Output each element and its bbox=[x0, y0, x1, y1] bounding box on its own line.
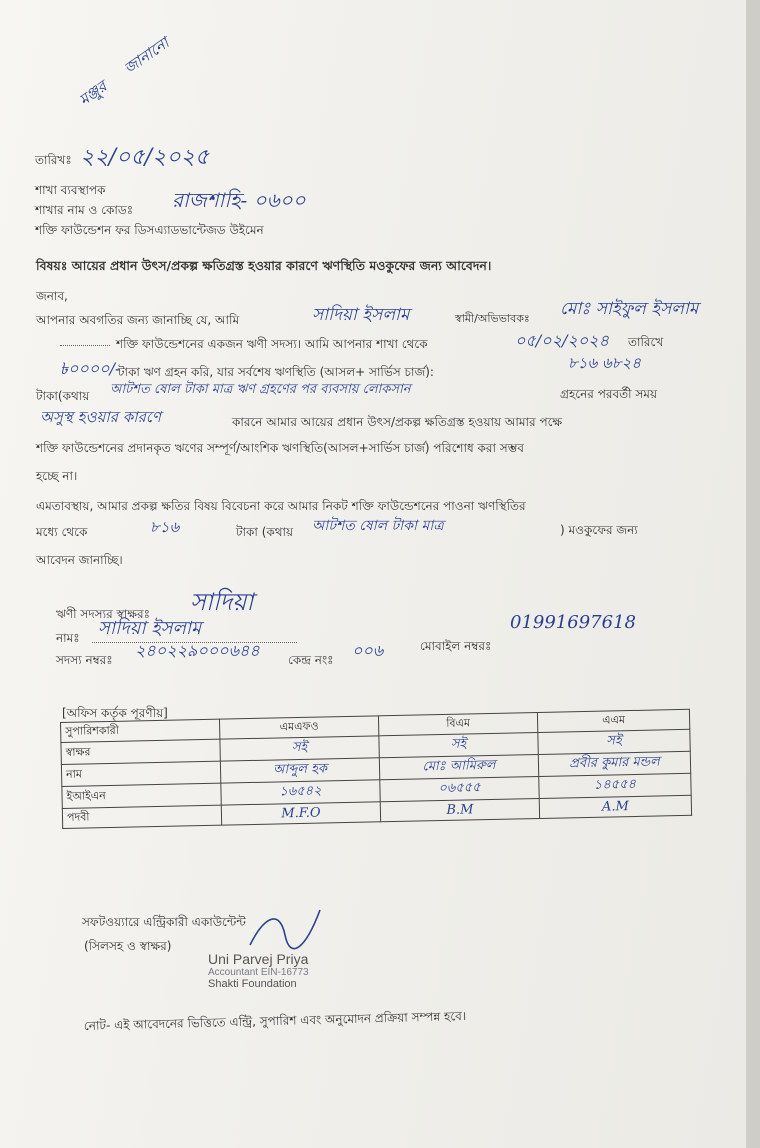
borrower-name: সাদিয়া ইসলাম bbox=[312, 305, 410, 325]
table-cell: সই bbox=[379, 732, 538, 757]
office-caption: [অফিস কর্তৃক পূরণীয়] bbox=[62, 706, 168, 720]
office-table bbox=[60, 709, 692, 829]
mobile-label: মোবাইল নম্বরঃ bbox=[420, 639, 492, 653]
center-no: ০০৬ bbox=[352, 641, 384, 660]
body-line7: হচ্ছে না। bbox=[36, 469, 78, 483]
amount-words: আটশত ষোল টাকা মাত্র ঋণ গ্রহণের পর ব্যবসায় লোকসান bbox=[110, 382, 411, 397]
body-line8: এমতাবস্থায়, আমার প্রকল্প ক্ষতির বিষয় বিবেচনা করে আমার নিকট শক্তি ফাউন্ডেশনের পাওনা ঋণস্থিতির bbox=[36, 499, 526, 513]
body-line4a: টাকা(কথায় bbox=[36, 389, 90, 403]
corner-note-line1: মঞ্জুর bbox=[75, 77, 111, 110]
table-header: সুপারিশকারী bbox=[61, 719, 220, 742]
mobile-no: 01991697618 bbox=[510, 612, 636, 633]
loan-date: ০৫/০২/২০২৪ bbox=[515, 331, 609, 350]
body-line9b: টাকা (কথায় bbox=[236, 525, 294, 539]
table-cell: M.F.O bbox=[221, 802, 380, 825]
blank-line bbox=[60, 345, 110, 346]
recipient-line3: শক্তি ফাউন্ডেশন ফর ডিসএ্যাডভান্টেজড উইমেন bbox=[35, 223, 264, 237]
body-line4b: গ্রহনের পরবর্তী সময় bbox=[560, 387, 658, 401]
accountant-signature bbox=[245, 905, 325, 955]
salutation: জনাব, bbox=[36, 289, 68, 303]
corner-note bbox=[69, 10, 221, 150]
body-line5a: কারনে আমার আয়ের প্রধান উৎস/প্রকল্প ক্ষতিগ্রস্ত হওয়ায় আমার পক্ষে bbox=[232, 415, 563, 429]
body-line1a: আপনার অবগতির জন্য জানাচ্ছি যে, আমি bbox=[36, 313, 240, 327]
table-header: এএম bbox=[537, 709, 689, 732]
table-cell: স্বাক্ষর bbox=[61, 739, 220, 764]
table-cell: পদবী bbox=[62, 805, 221, 828]
member-no: ২৪০২২৯০০০৬৪৪ bbox=[135, 641, 260, 660]
loan-amount: ৳০০০০/- bbox=[60, 359, 121, 378]
table-cell: ০৬৫৫৫ bbox=[380, 776, 539, 801]
table-cell: A.M bbox=[539, 795, 691, 818]
table-cell: আব্দুল হক bbox=[220, 758, 379, 783]
member-name-label: নামঃ bbox=[56, 631, 80, 645]
table-cell: B.M bbox=[380, 798, 539, 821]
recipient-branch-label: শাখার নাম ও কোডঃ bbox=[35, 203, 134, 217]
stamp-title: Accountant EIN-16773 bbox=[208, 967, 309, 979]
body-line1b: স্বামী/অভিভাবকঃ bbox=[455, 312, 530, 325]
table-header: বিএম bbox=[378, 712, 537, 735]
waiver-amount: ৮১৬ bbox=[150, 518, 180, 536]
note: নোট- এই আবেদনের ভিত্তিতে এন্ট্রি, সুপারিশ এবং অনুমোদন প্রক্রিয়া সম্পন্ন হবে। bbox=[83, 1008, 467, 1033]
guardian-name: মোঃ সাইফুল ইসলাম bbox=[560, 299, 699, 319]
recipient-branch-value: রাজশাহি- ০৬০০ bbox=[172, 188, 306, 212]
body-line2a: শক্তি ফাউন্ডেশনের একজন ঋণী সদস্য। আমি আপনার শাখা থেকে bbox=[116, 337, 428, 351]
body-line10: আবেদন জানাচ্ছি। bbox=[36, 553, 123, 567]
recipient-line1: শাখা ব্যবস্থাপক bbox=[35, 183, 106, 197]
body-line9c: ) মওকুফের জন্য bbox=[560, 523, 638, 537]
stamp-name: Uni Parvej Priya bbox=[208, 951, 309, 967]
body-line9a: মধ্যে থেকে bbox=[36, 525, 88, 539]
body-line2b: তারিখে bbox=[628, 335, 664, 349]
member-name: সাদিয়া ইসলাম bbox=[98, 618, 202, 639]
table-cell: সই bbox=[220, 736, 379, 761]
accountant-line2: (সিলসহ ও স্বাক্ষর) bbox=[84, 939, 172, 953]
subject: বিষয়ঃ আয়ের প্রধান উৎস/প্রকল্প ক্ষতিগ্রস্ত হওয়ার কারণে ঋণস্থিতি মওকুফের জন্য আবেদন। bbox=[36, 258, 492, 273]
waiver-words: আটশত ষোল টাকা মাত্র bbox=[312, 518, 444, 534]
accountant-line1: সফটওয়্যারে এন্ট্রিকারী একাউন্টেন্ট bbox=[82, 915, 246, 929]
table-header: এমএফও bbox=[219, 716, 378, 739]
body-line6: শক্তি ফাউন্ডেশনের প্রদানকৃত ঋণের সম্পূর্ণ/আংশিক ঋণস্থিতি(আসল+সার্ভিস চার্জ) পরিশোধ করা সম্ভব bbox=[36, 441, 524, 455]
page-edge bbox=[746, 0, 760, 1148]
table-cell: সই bbox=[538, 729, 690, 754]
member-signature: সাদিয়া bbox=[190, 588, 254, 616]
loan-balance: ৮১৬ ৬৮২৪ bbox=[568, 354, 641, 372]
body-line3a: টাকা ঋণ গ্রহন করি, যার সর্বশেষ ঋণস্থিতি (আসল+ সার্ভিস চার্জ): bbox=[118, 365, 434, 379]
center-label: কেন্দ্র নংঃ bbox=[288, 653, 334, 667]
stamp-org: Shakti Foundation bbox=[208, 978, 297, 991]
reason: অসুস্থ হওয়ার কারণে bbox=[40, 408, 161, 426]
table-cell: মোঃ আমিরুল bbox=[379, 754, 538, 779]
accountant-stamp bbox=[208, 952, 309, 990]
member-no-label: সদস্য নম্বরঃ bbox=[56, 653, 113, 667]
table-cell: প্রবীর কুমার মন্ডল bbox=[538, 751, 690, 776]
date-label: তারিখঃ bbox=[35, 153, 72, 167]
corner-note-line2: জানানো bbox=[120, 33, 173, 78]
table-cell: নাম bbox=[61, 761, 220, 786]
table-cell: ইআইএন bbox=[62, 783, 221, 808]
date-value: ২২/০৫/২০২৫ bbox=[80, 145, 210, 170]
table-cell: ১৬৫৪২ bbox=[221, 780, 380, 805]
table-cell: ১৪৫৫৪ bbox=[539, 773, 691, 798]
member-signature-label: ঋণী সদস্যর স্বাক্ষরঃ bbox=[56, 607, 150, 621]
